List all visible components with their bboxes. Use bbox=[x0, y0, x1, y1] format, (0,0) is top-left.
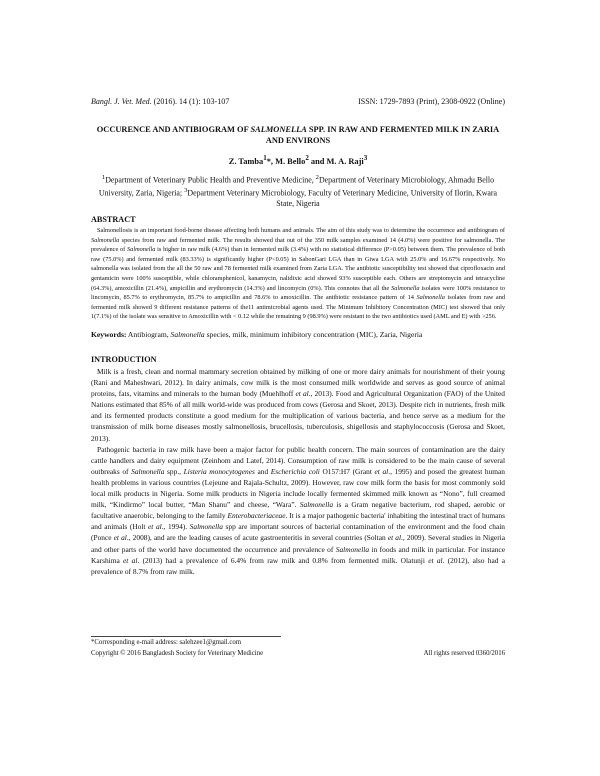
affiliation-mark: 2 bbox=[315, 174, 319, 181]
abstract-text: isolates from raw and fermented milk showed 9 different resistance patterns of the11 antimicrobial agents used. The Minimum Inhibitory Concentration (MIC) test showed that only 1(7.1%) of the isolate was sensitive to Amoxicillin with < 0.12 while the remaining 9 (98.9%) were resistant to the two antibiotics used (AML and E) with >256. bbox=[91, 294, 505, 321]
text: ., 2013). Food and Agricultural Organization (FAO) of the United Nations estimated that 85% of all milk world-wide was produced from cows (Gerosa and Skoet, 2013). Despite rich in nutrients, fresh milk and its fermented products constitute a good medium for the multiplication of various bacteria, and hence serve as a medium for the transmission of milk borne diseases mostly salmonellosis, brucellosis, tuberculosis, shigellosis and staphylococcosis (Gerosa and Skoet, 2013). bbox=[91, 389, 505, 443]
affiliation: Department of Veterinary Microbiology, Ahmadu Bello University, Zaria, Nigeria; bbox=[98, 175, 495, 198]
italic: et al bbox=[387, 533, 402, 543]
corresponding-email: *Corresponding e-mail address: salehzee1@gmail.com bbox=[91, 639, 242, 646]
text: . (2012), also had a prevalence of 8.7% from raw milk. bbox=[91, 555, 506, 576]
text: spp are important sources of bacterial contamination of the environment and the food chain (Ponce bbox=[91, 522, 505, 543]
introduction-heading: INTRODUCTION bbox=[91, 355, 157, 364]
affiliations bbox=[91, 173, 505, 210]
keywords-text: species, milk, minimum inhibitory concentration (MIC), Zaria, Nigeria bbox=[204, 330, 423, 339]
abstract-italic: Salmonella bbox=[391, 284, 420, 292]
affiliation: Department Veterinary Microbiology, Faculty of Veterinary Medicine, University of Ilorin, Kwara State, Nigeria bbox=[187, 188, 498, 209]
affiliation: Department of Veterinary Public Health and Preventive Medicine, bbox=[105, 175, 316, 185]
text: spp., bbox=[164, 466, 184, 476]
text: O157:H7 (Grant bbox=[319, 466, 375, 476]
abstract-body bbox=[91, 226, 505, 322]
introduction-body bbox=[91, 366, 505, 577]
author-list bbox=[91, 154, 505, 166]
italic: Salmonella bbox=[131, 466, 165, 476]
affiliation-mark: 3 bbox=[363, 154, 368, 162]
text: is a Gram negative bacterium, rod shaped, aerobic or facultative anaerobic, belonging to the family bbox=[91, 500, 505, 521]
journal-name: Bangl. J. Vet. Med. bbox=[91, 97, 152, 106]
issue-info: (2016). 14 (1): 103-107 bbox=[153, 97, 230, 106]
italic: et al bbox=[295, 389, 309, 399]
rights-reserved: All rights reserved 0360/2016 bbox=[423, 650, 505, 657]
author: and M. A. Raji bbox=[308, 156, 364, 166]
keywords bbox=[91, 330, 505, 339]
abstract-italic: Salmonella bbox=[91, 236, 120, 244]
title-part: OCCURENCE AND ANTIBIOGRAM OF bbox=[96, 125, 251, 134]
affiliation-mark: 2 bbox=[305, 154, 309, 162]
author: Z. Tamba bbox=[228, 156, 264, 166]
copyright: Copyright © 2016 Bangladesh Society for Veterinary Medicine bbox=[91, 650, 264, 657]
copyright-line bbox=[91, 650, 505, 657]
intro-paragraph bbox=[91, 444, 505, 577]
italic: et al bbox=[374, 466, 389, 476]
italic: et al bbox=[123, 555, 138, 565]
corresponding-mark: * bbox=[266, 156, 271, 166]
article-title bbox=[91, 124, 505, 146]
italic: Salmonella bbox=[335, 544, 370, 554]
italic: et al bbox=[428, 555, 443, 565]
text: Pathogenic bacteria in raw milk have been a major factor for public health concern. The main sources of contamination are the dairy cattle handlers and dairy equipment (Zeinhom and Latef, 2014). Consumption of raw milk is considered to be the main cause of several outbreaks of bbox=[91, 444, 505, 476]
affiliation-mark: 3 bbox=[184, 187, 188, 195]
italic: Salmonella bbox=[299, 500, 334, 510]
text: and bbox=[254, 466, 271, 476]
italic: Salmonella bbox=[189, 522, 223, 532]
text: ., 2009). Several studies in Nigeria and other parts of the world have documented the occurrence and prevalence of bbox=[91, 533, 505, 554]
author: , M. Bello bbox=[270, 156, 306, 166]
text: ., 2008), and are the leading causes of acute gastroenteritis in several countries (Soltan bbox=[126, 533, 388, 543]
abstract-text: Salmonellosis is an important food-borne disease affecting both humans and animals. The aim of this study was to determine the occurrence and antibiogram of bbox=[97, 227, 505, 234]
text: . It is a major pathogenic bacteria' inhabiting the intestinal tract of humans and animals (Holt bbox=[91, 511, 505, 532]
issn: ISSN: 1729-7893 (Print), 2308-0922 (Online) bbox=[358, 97, 505, 106]
affiliation-mark: 1 bbox=[101, 174, 106, 181]
affiliation-mark: 1 bbox=[263, 154, 267, 162]
abstract-italic: Salmonella bbox=[416, 294, 445, 302]
keywords-text: Antibiogram, bbox=[126, 330, 171, 339]
keywords-italic: Salmonella bbox=[170, 330, 205, 339]
title-organism: SALMONELLA bbox=[250, 125, 307, 134]
abstract-italic: Salmonella bbox=[127, 246, 156, 254]
journal-citation bbox=[91, 97, 229, 106]
abstract-text: is higher in raw milk (4.6%) than in fermented milk (3.4%) with no statistical difference (P>0.05) between them. The prevalence of both raw (75.0%) and fermented milk (83.33%) is significantly higher (P<0.05) in SabonGari LGA than in Giwa LGA with 25.0% and 16.67% respectively. No salmonella was isolated from the all the 50 raw and 78 fermented milk examined from Zaria LGA. The antibiotic susceptibility test showed that ciprofloxacin and gentamicin were 100% susceptible, while chloramphenicol, kanamycin, nalidixic acid showed 93% susceptible each. Others are streptomycin and tetracycline (64.3%), amoxicillin (21.4%), ampicillin and erythromycin (14.3%) and lincomycin (0%). This connotes that all the bbox=[91, 246, 505, 292]
keywords-label: Keywords: bbox=[91, 330, 127, 339]
italic: Listeria monocytogenes bbox=[183, 466, 255, 476]
title-part: SPP. IN RAW AND FERMENTED MILK IN ZARIA AND ENVIRONS bbox=[265, 125, 500, 145]
text: ., 1994). bbox=[161, 522, 190, 532]
italic: Escherichia coli bbox=[270, 466, 320, 476]
abstract-heading: ABSTRACT bbox=[91, 215, 136, 224]
text: in foods and milk in particular. For instance Karshima bbox=[91, 544, 505, 565]
text: . (2013) had a prevalence of 6.4% from raw milk and 0.8% from fermented milk. Olatunji bbox=[137, 555, 429, 565]
italic: Enterobacteriaceae bbox=[227, 511, 286, 521]
footnote-divider bbox=[91, 636, 281, 637]
abstract-text: species from raw and fermented milk. The results showed that out of the 350 milk samples examined 14 (4.0%) were positive for salmonella. The prevalence of bbox=[91, 236, 505, 254]
intro-paragraph bbox=[91, 366, 505, 444]
italic: et al bbox=[113, 533, 127, 543]
abstract-text: isolates were 100% resistance to lincomycin, 85.7% to erythromycin, 85.7% to ampicillin and 78.6% to amoxicillin. The antibiotic resistance pattern of 14 bbox=[91, 284, 506, 302]
text: ., 1995) and posed the greatest human health problems in various countries (Lejeune and Rajala-Schultz, 2009). However, raw cow milk form the basis for most commonly sold local milk products in Nigeria. Some milk products in Nigeria include locally fermented skimmed milk known as “Nono”, full creamed milk, “Kindirmo” local butter, “Man Shanu” and cheese, “Wara”. bbox=[91, 466, 505, 510]
text: Milk is a fresh, clean and normal mammary secretion obtained by milking of one or more dairy animals for nourishment of their young (Rani and Maheshwari, 2012). In dairy animals, cow milk is the most consumed milk worldwide and serves as good source of animal proteins, fats, vitamins and minerals to the human body (Muehlhoff bbox=[91, 367, 505, 399]
italic: et al bbox=[148, 522, 162, 532]
